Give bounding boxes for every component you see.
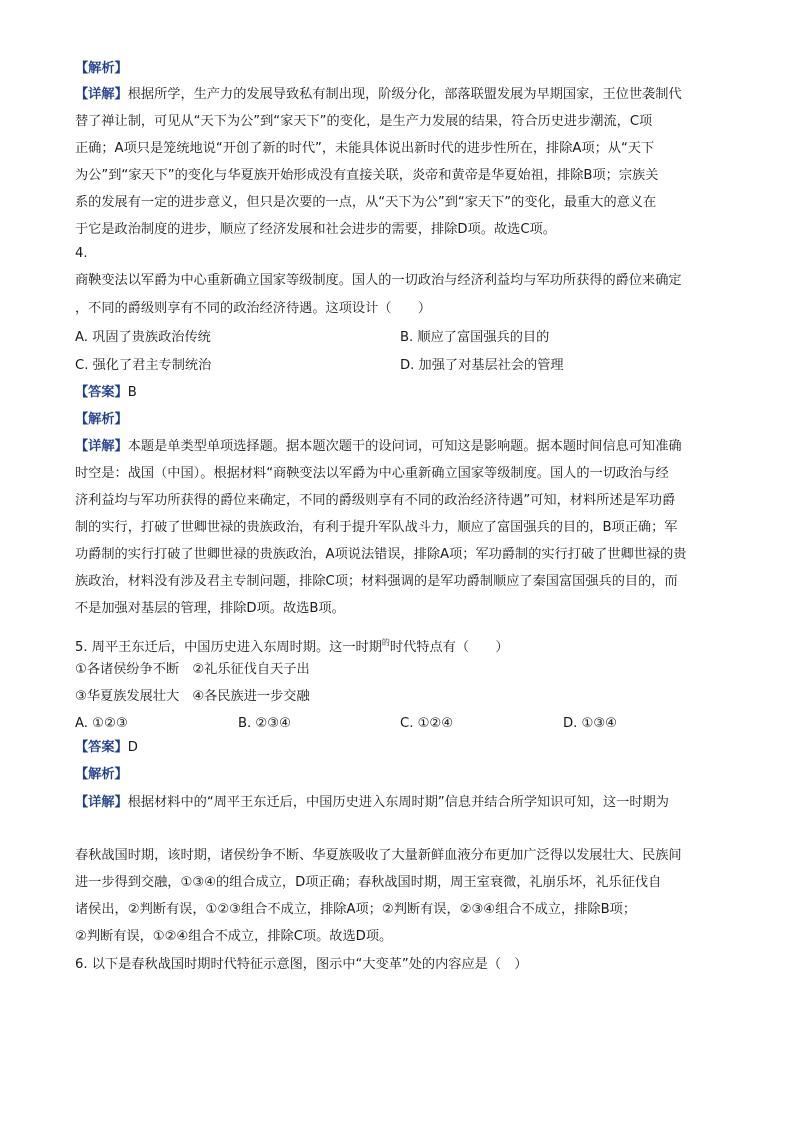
q4-option-c: C. 强化了君主专制统治 — [75, 358, 212, 373]
q4-answer-tag: 【答案】 — [75, 385, 128, 400]
q4-answer — [75, 380, 725, 406]
q5-item-line-2: ③华夏族发展壮大 ④各民族进一步交融 — [75, 689, 310, 704]
q4-detail-tag: 【详解】 — [75, 439, 128, 454]
q3-detail-line-1: 【详解】根据所学，生产力的发展导致私有制出现，阶级分化，部落联盟发展为早期国家，王位世袭制代 — [75, 87, 682, 102]
q4-detail-line-7: 不是加强对基层的管理，排除D项。故选B项。 — [75, 601, 345, 616]
q4-option-b: B. 顺应了富国强兵的目的 — [400, 330, 550, 345]
q5-stem: 5. 周平王东迁后，中国历史进入东周时期。这一时期$^的$时代特点有（ ） — [75, 638, 509, 655]
q4-detail-line-2: 时空是：战国（中国）。根据材料“商鞅变法以军爵为中心重新确立国家等级制度。国人的一切政治与经 — [75, 466, 669, 481]
q4-stem-line-1: 商鞅变法以军爵为中心重新确立国家等级制度。国人的一切政治与经济利益均与军功所获得的爵位来确定 — [75, 273, 682, 288]
q4-detail-line-3: 济利益均与军功所获得的爵位来确定，不同的爵级则享有不同的政治经济待遇”可知，材料所述是军功爵 — [75, 493, 676, 508]
q3-detail-line-6: 于它是政治制度的进步，顺应了经济发展和社会进步的需要，排除D项。故选C项。 — [75, 222, 556, 237]
q4-detail-line-4: 制的实行，打破了世卿世禄的贵族政治，有利于提升军队战斗力，顺应了富国强兵的目的，B项正确；军 — [75, 520, 678, 535]
q5-detail-tag: 【详解】 — [75, 795, 128, 810]
q5-answer-tag: 【答案】 — [75, 740, 128, 755]
q4-answer-value: B — [127, 385, 137, 400]
q3-detail-line-5: 系的发展有一定的进步意义，但只是次要的一点，从“天下为公”到“家天下”的变化，最重大的意义在 — [75, 195, 657, 210]
q5-analysis-tag: 【解析】 — [75, 767, 128, 782]
q3-analysis-tag: 【解析】 — [75, 61, 128, 76]
q4-option-d: D. 加强了对基层社会的管理 — [400, 358, 564, 373]
q5-option-c: C. ①②④ — [400, 716, 454, 731]
q5-item-line-1: ①各诸侯纷争不断 ②礼乐征伐自天子出 — [75, 662, 310, 677]
q6-stem: 6. 以下是春秋战国时期时代特征示意图，图示中“大变革”处的内容应是（ ） — [75, 957, 528, 972]
q5-answer-value: D — [127, 740, 138, 755]
q3-detail-line-2: 替了禅让制，可见从“天下为公”到“家天下”的变化，是生产力发展的结果，符合历史进步潮流，C项 — [75, 114, 653, 129]
q3-detail-tag: 【详解】 — [75, 87, 128, 102]
q4-option-a: A. 巩固了贵族政治传统 — [75, 330, 211, 345]
q5-option-a: A. ①②③ — [75, 716, 128, 731]
q3-detail-line-3: 正确；A项只是笼统地说“开创了新的时代”，未能具体说出新时代的进步性所在，排除A项；从“天下 — [75, 141, 655, 156]
q5-option-d: D. ①③④ — [563, 716, 618, 731]
q5-detail-line-5: ②判断有误，①②④组合不成立，排除C项。故选D项。 — [75, 929, 393, 944]
q5-detail-line-1: 【详解】根据材料中的“周平王东迁后，中国历史进入东周时期”信息并结合所学知识可知，这一时期为 — [75, 795, 669, 810]
q5-detail-line-3: 进一步得到交融，①③④的组合成立，D项正确；春秋战国时期，周王室衰微，礼崩乐坏，礼乐征伐自 — [75, 875, 662, 890]
q4-number: 4. — [75, 246, 88, 261]
q5-detail-line-2: 春秋战国时期，该时期，诸侯纷争不断、华夏族吸收了大量新鲜血液分布更加广泛得以发展壮大、民族间 — [75, 848, 682, 863]
q4-stem-line-2: ，不同的爵级则享有不同的政治经济待遇。这项设计（ ） — [75, 301, 432, 316]
q5-detail-line-4: 诸侯出，②判断有误，①②③组合不成立，排除A项；②判断有误，②③④组合不成立，排除B项； — [75, 902, 637, 917]
q4-detail-line-5: 功爵制的实行打破了世卿世禄的贵族政治，A项说法错误，排除A项；军功爵制的实行打破了世卿世禄的贵 — [75, 547, 687, 562]
q4-detail-line-6: 族政治，材料没有涉及君主专制问题，排除C项；材料强调的是军功爵制顺应了秦国富国强兵的目的，而 — [75, 574, 678, 589]
q5-answer — [75, 735, 725, 761]
q4-detail-line-1: 【详解】本题是单类型单项选择题。据本题次题干的设问词，可知这是影响题。据本题时间信息可知准确 — [75, 439, 682, 454]
q3-detail-line-4: 为公”到“家天下”的变化与华夏族开始形成没有直接关联，炎帝和黄帝是华夏始祖，排除B项；宗族关 — [75, 168, 659, 183]
q4-analysis-tag: 【解析】 — [75, 412, 128, 427]
q5-option-b: B. ②③④ — [238, 716, 291, 731]
